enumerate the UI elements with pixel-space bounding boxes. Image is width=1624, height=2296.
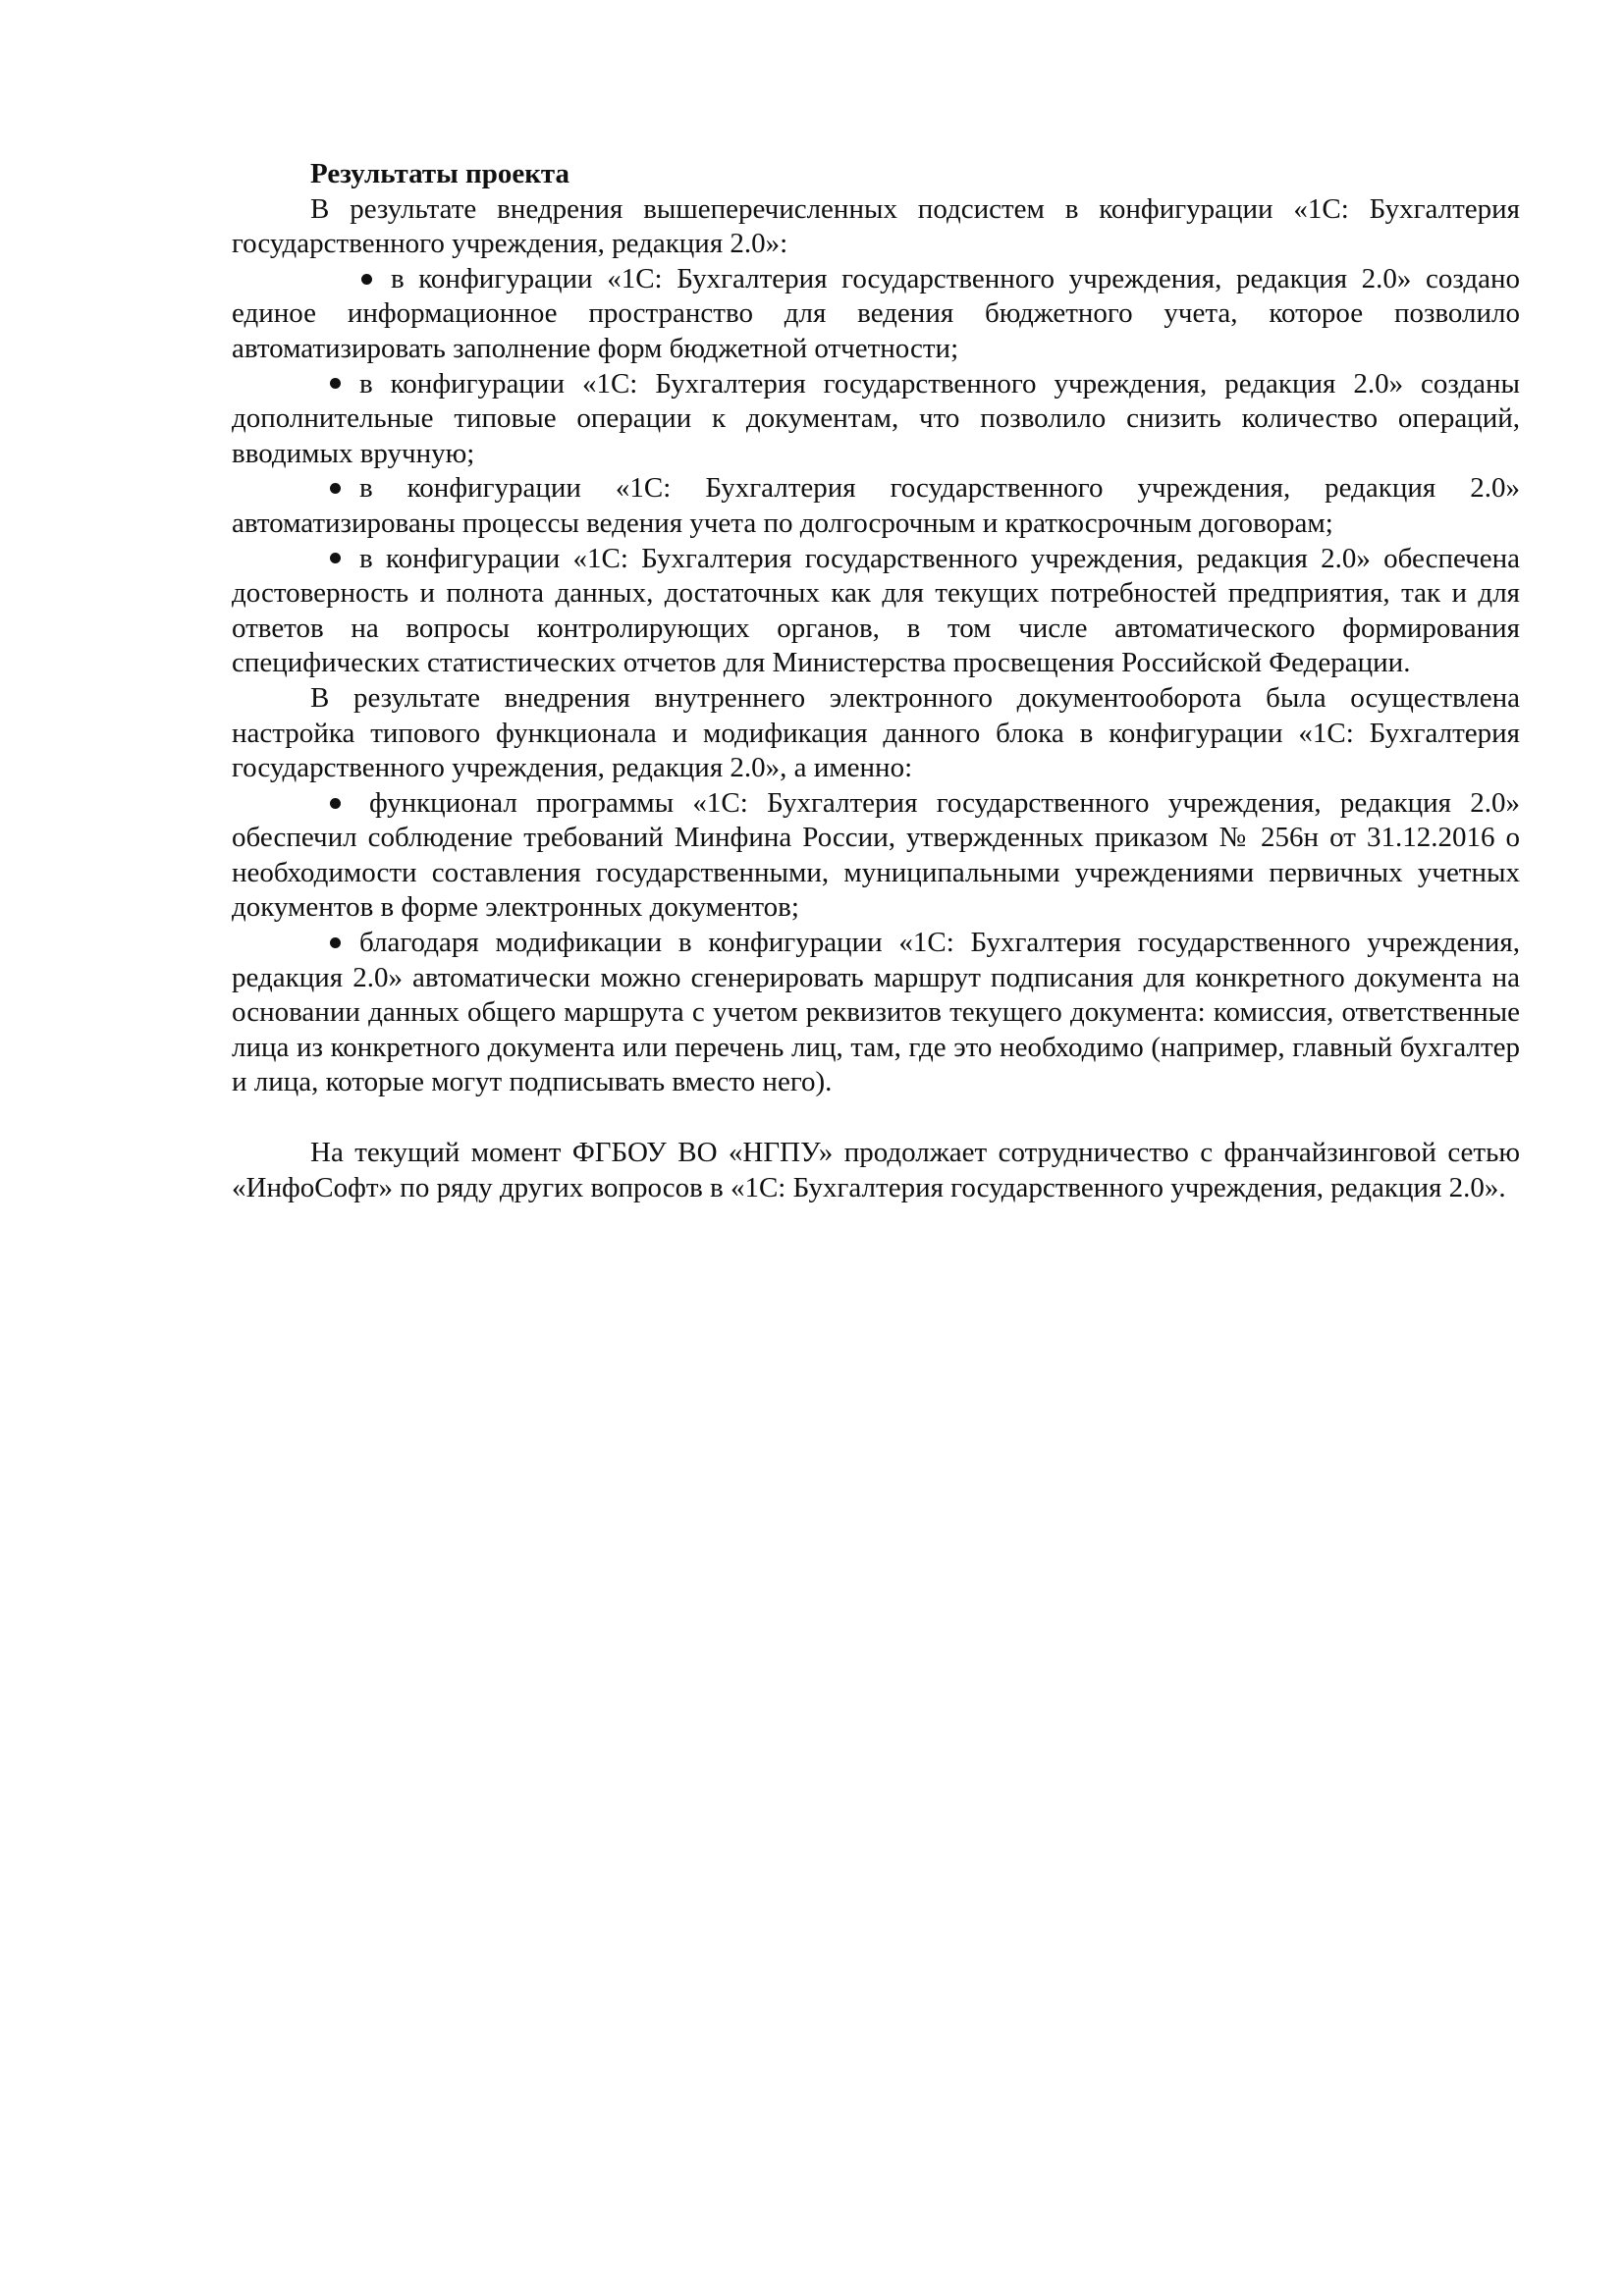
bullet-icon: [330, 926, 359, 961]
intro-paragraph-2: В результате внедрения внутреннего электронного документооборота была осуществлена настройка типового функционала и модификация данного блока в конфигурации «1С: Бухгалтерия государственного учреждения, редакция 2.0», а именно:: [232, 681, 1520, 784]
section-heading: Результаты проекта: [310, 158, 570, 189]
bullet-icon: [361, 262, 391, 297]
bullet-item: [232, 471, 1520, 541]
intro-paragraph-1: В результате внедрения вышеперечисленных подсистем в конфигурации «1С: Бухгалтерия государственного учреждения, редакция 2.0»:: [232, 192, 1520, 260]
bullet-text: в конфигурации «1С: Бухгалтерия государственного учреждения, редакция 2.0» обеспечена достоверность и полнота данных, достаточных как для текущих потребностей предприятия, так и для ответов на вопросы контролирующих органов, в том числе автоматического формирования специфических статистических отчетов для Министерства просвещения Российской Федерации.: [232, 542, 1520, 679]
bullet-icon: [330, 367, 359, 402]
bullet-icon: [330, 471, 359, 507]
bullet-item: [232, 786, 1520, 926]
bullet-item: [232, 542, 1520, 681]
bullet-item: [232, 262, 1520, 367]
bullet-text: в конфигурации «1С: Бухгалтерия государственного учреждения, редакция 2.0» создано единое информационное пространство для ведения бюджетного учета, которое позволило автоматизировать заполнение форм бюджетной отчетности;: [232, 262, 1520, 364]
bullet-item: [232, 367, 1520, 472]
closing-paragraph: На текущий момент ФГБОУ ВО «НГПУ» продолжает сотрудничество с франчайзинговой сетью «ИнфоСофт» по ряду других вопросов в «1С: Бухгалтерия государственного учреждения, редакция 2.0».: [232, 1137, 1520, 1203]
bullet-text: благодаря модификации в конфигурации «1С: Бухгалтерия государственного учреждения, редакция 2.0» автоматически можно сгенерировать маршрут подписания для конкретного документа на основании данных общего маршрута с учетом реквизитов текущего документа: комиссия, ответственные лица из конкретного документа или перечень лиц, там, где это необходимо (например, главный бухгалтер и лица, которые могут подписывать вместо него).: [232, 927, 1520, 1098]
bullet-icon: [330, 542, 359, 577]
document-body: [232, 157, 1520, 1205]
bullet-text: функционал программы «1С: Бухгалтерия государственного учреждения, редакция 2.0» обеспечил соблюдение требований Минфина России, утвержденных приказом № 256н от 31.12.2016 о необходимости составления государственными, муниципальными учреждениями первичных учетных документов в форме электронных документов;: [232, 786, 1520, 924]
paragraph-spacer: [232, 1100, 1520, 1136]
bullet-text: в конфигурации «1С: Бухгалтерия государственного учреждения, редакция 2.0» созданы дополнительные типовые операции к документам, что позволило снизить количество операций, вводимых вручную;: [232, 367, 1520, 469]
bullet-text: в конфигурации «1С: Бухгалтерия государственного учреждения, редакция 2.0» автоматизированы процессы ведения учета по долгосрочным и краткосрочным договорам;: [232, 472, 1520, 539]
bullet-icon: [330, 786, 369, 822]
bullet-item: [232, 926, 1520, 1100]
